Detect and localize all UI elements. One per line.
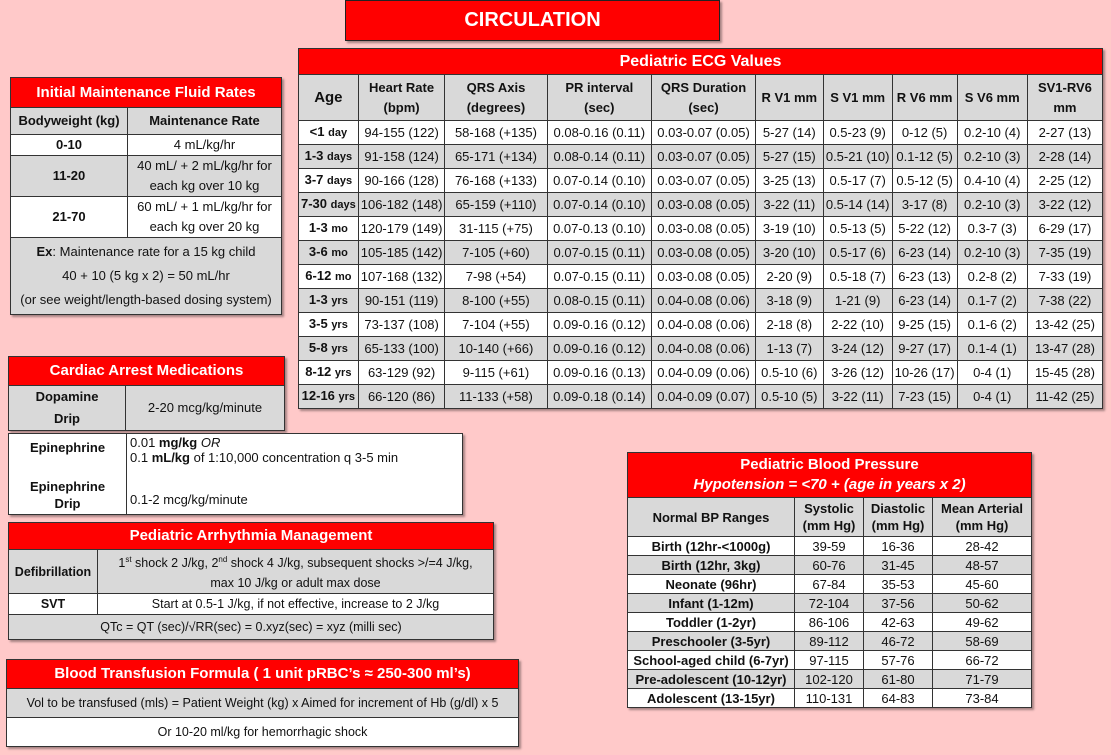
table-row (299, 217, 1103, 241)
mean-arterial-cell: 28-42 (933, 537, 1032, 556)
age-group-cell: Birth (12hr-<1000g) (628, 537, 795, 556)
value-cell: 0.07-0.13 (0.10) (547, 217, 652, 241)
diastolic-cell: 57-76 (864, 651, 933, 670)
transfusion-table-title: Blood Transfusion Formula ( 1 unit pRBC’s ≈ 250-300 ml’s) (7, 660, 519, 689)
value-cell: 0.5-17 (6) (823, 241, 892, 265)
page-title-banner (345, 0, 720, 41)
age-group-cell: Preschooler (3-5yr) (628, 632, 795, 651)
table-row (628, 594, 1032, 613)
table-row (11, 135, 282, 156)
age-group-cell: Neonate (96hr) (628, 575, 795, 594)
value-cell: 0.04-0.08 (0.06) (652, 313, 756, 337)
value-cell: 0.04-0.09 (0.06) (652, 361, 756, 385)
value-cell: 3-18 (9) (755, 289, 823, 313)
value-cell: 0.1-12 (5) (892, 145, 957, 169)
value-cell: 0.07-0.14 (0.10) (547, 169, 652, 193)
age-cell: 7-30 days (299, 193, 359, 217)
drug-dose: 2-20 mcg/kg/minute (126, 386, 285, 431)
table-row (299, 193, 1103, 217)
drug-name: Epinephrine (29, 440, 106, 455)
table-row (299, 265, 1103, 289)
systolic-cell: 67-84 (795, 575, 864, 594)
value-cell: 5-27 (14) (755, 121, 823, 145)
ecg-header-row (299, 75, 1103, 121)
value-cell: 0.07-0.15 (0.11) (547, 265, 652, 289)
col-header-qrs-axis: QRS Axis (degrees) (445, 75, 547, 121)
table-row (299, 169, 1103, 193)
table-row (628, 632, 1032, 651)
therapy-text: Start at 0.5-1 J/kg, if not effective, increase to 2 J/kg (98, 594, 494, 615)
value-cell: 2-18 (8) (755, 313, 823, 337)
mean-arterial-cell: 50-62 (933, 594, 1032, 613)
weight-cell: 0-10 (11, 135, 128, 156)
age-group-cell: Adolescent (13-15yr) (628, 689, 795, 708)
value-cell: 7-104 (+55) (445, 313, 547, 337)
table-row (299, 337, 1103, 361)
value-cell: 94-155 (122) (358, 121, 445, 145)
age-cell: 8-12 yrs (299, 361, 359, 385)
age-cell: 3-6 mo (299, 241, 359, 265)
example-label: Ex (36, 244, 53, 259)
value-cell: 65-133 (100) (358, 337, 445, 361)
rate-cell: 4 mL/kg/hr (128, 135, 282, 156)
value-cell: 9-27 (17) (892, 337, 957, 361)
systolic-cell: 86-106 (795, 613, 864, 632)
value-cell: 0.5-10 (6) (755, 361, 823, 385)
drug-name: Dopamine Drip (9, 386, 126, 431)
col-header-age: Age (299, 75, 359, 121)
value-cell: 7-98 (+54) (445, 265, 547, 289)
diastolic-cell: 42-63 (864, 613, 933, 632)
value-cell: 0.03-0.07 (0.05) (652, 169, 756, 193)
value-cell: 6-23 (14) (892, 241, 957, 265)
age-group-cell: Toddler (1-2yr) (628, 613, 795, 632)
hypotension-formula: Hypotension = <70 + (age in years x 2) (693, 476, 966, 493)
age-cell: 3-7 days (299, 169, 359, 193)
blood-transfusion-table (6, 659, 519, 747)
drug-name: Epinephrine Drip (29, 479, 106, 511)
rate-cell (128, 156, 282, 197)
value-cell: 73-137 (108) (358, 313, 445, 337)
value-cell: 0.1-4 (1) (957, 337, 1027, 361)
weight-cell: 11-20 (11, 156, 128, 197)
value-cell: 3-22 (12) (1027, 193, 1102, 217)
table-row (628, 689, 1032, 708)
systolic-cell: 72-104 (795, 594, 864, 613)
value-cell: 0.04-0.09 (0.07) (652, 385, 756, 409)
value-cell: 9-115 (+61) (445, 361, 547, 385)
table-row (628, 575, 1032, 594)
col-header-diastolic: Diastolic (mm Hg) (864, 498, 933, 537)
col-header-sv1-rv6: SV1-RV6 mm (1027, 75, 1102, 121)
col-header-pr-interval: PR interval (sec) (547, 75, 652, 121)
transfusion-alternative: Or 10-20 ml/kg for hemorrhagic shock (7, 718, 519, 747)
page-title: CIRCULATION (464, 9, 601, 31)
age-cell: 1-3 mo (299, 217, 359, 241)
mean-arterial-cell: 73-84 (933, 689, 1032, 708)
value-cell: 3-24 (12) (823, 337, 892, 361)
table-row (628, 651, 1032, 670)
value-cell: 2-25 (12) (1027, 169, 1102, 193)
value-cell: 0.09-0.18 (0.14) (547, 385, 652, 409)
systolic-cell: 89-112 (795, 632, 864, 651)
table-row (628, 670, 1032, 689)
value-cell: 3-19 (10) (755, 217, 823, 241)
table-row (628, 537, 1032, 556)
value-cell: 0.5-17 (7) (823, 169, 892, 193)
ecg-values-table (298, 48, 1103, 409)
value-cell: 3-17 (8) (892, 193, 957, 217)
value-cell: 7-35 (19) (1027, 241, 1102, 265)
value-cell: 0.3-7 (3) (957, 217, 1027, 241)
rate-line: 40 mL/ + 2 mL/kg/hr for (137, 158, 272, 173)
diastolic-cell: 46-72 (864, 632, 933, 651)
value-cell: 90-166 (128) (358, 169, 445, 193)
value-cell: 11-42 (25) (1027, 385, 1102, 409)
value-cell: 120-179 (149) (358, 217, 445, 241)
age-group-cell: Pre-adolescent (10-12yr) (628, 670, 795, 689)
value-cell: 5-22 (12) (892, 217, 957, 241)
value-cell: 0.07-0.15 (0.11) (547, 241, 652, 265)
col-header-s-v1: S V1 mm (823, 75, 892, 121)
example-text: : Maintenance rate for a 15 kg child (52, 244, 256, 259)
drug-name-column (9, 434, 127, 514)
value-cell: 0.2-8 (2) (957, 265, 1027, 289)
col-header-maintenance-rate: Maintenance Rate (128, 108, 282, 135)
value-cell: 0.03-0.07 (0.05) (652, 145, 756, 169)
mean-arterial-cell: 71-79 (933, 670, 1032, 689)
table-row (299, 241, 1103, 265)
value-cell: 0.03-0.08 (0.05) (652, 265, 756, 289)
value-cell: 0-4 (1) (957, 385, 1027, 409)
value-cell: 65-171 (+134) (445, 145, 547, 169)
col-header-s-v6: S V6 mm (957, 75, 1027, 121)
value-cell: 91-158 (124) (358, 145, 445, 169)
value-cell: 0.09-0.16 (0.12) (547, 313, 652, 337)
value-cell: 3-20 (10) (755, 241, 823, 265)
cardiac-arrest-medications-table (8, 356, 285, 431)
value-cell: 5-27 (15) (755, 145, 823, 169)
value-cell: 66-120 (86) (358, 385, 445, 409)
ecg-table-title: Pediatric ECG Values (299, 49, 1103, 75)
age-cell: 5-8 yrs (299, 337, 359, 361)
table-row (9, 386, 285, 431)
table-row (299, 145, 1103, 169)
therapy-label: Defibrillation (9, 550, 98, 594)
epinephrine-dose: 0.01 mg/kg OR 0.1 mL/kg of 1:10,000 concentration q 3-5 min (130, 435, 399, 465)
value-cell: 3-22 (11) (823, 385, 892, 409)
value-cell: 31-115 (+75) (445, 217, 547, 241)
age-group-cell: Infant (1-12m) (628, 594, 795, 613)
transfusion-formula: Vol to be transfused (mls) = Patient Weight (kg) x Aimed for increment of Hb (g/dl) x 5 (7, 689, 519, 718)
value-cell: 3-26 (12) (823, 361, 892, 385)
age-cell: 3-5 yrs (299, 313, 359, 337)
diastolic-cell: 35-53 (864, 575, 933, 594)
table-row (299, 361, 1103, 385)
table-row (11, 156, 282, 197)
col-header-heart-rate: Heart Rate (bpm) (358, 75, 445, 121)
value-cell: 6-23 (13) (892, 265, 957, 289)
value-cell: 1-21 (9) (823, 289, 892, 313)
example-note: (or see weight/length-based dosing system) (20, 292, 272, 307)
value-cell: 0.4-10 (4) (957, 169, 1027, 193)
value-cell: 0.2-10 (3) (957, 241, 1027, 265)
value-cell: 0.5-21 (10) (823, 145, 892, 169)
value-cell: 106-182 (148) (358, 193, 445, 217)
value-cell: 0.2-10 (3) (957, 193, 1027, 217)
value-cell: 13-47 (28) (1027, 337, 1102, 361)
value-cell: 9-25 (15) (892, 313, 957, 337)
table-row (9, 615, 494, 640)
diastolic-cell: 31-45 (864, 556, 933, 575)
value-cell: 8-100 (+55) (445, 289, 547, 313)
age-cell: 1-3 days (299, 145, 359, 169)
value-cell: 2-28 (14) (1027, 145, 1102, 169)
value-cell: 0.03-0.08 (0.05) (652, 217, 756, 241)
arrhythmia-management-table (8, 522, 494, 640)
value-cell: 13-42 (25) (1027, 313, 1102, 337)
maintenance-fluid-table (10, 77, 282, 315)
value-cell: 7-105 (+60) (445, 241, 547, 265)
rate-line: each kg over 10 kg (149, 178, 260, 193)
age-group-cell: School-aged child (6-7yr) (628, 651, 795, 670)
value-cell: 0.5-13 (5) (823, 217, 892, 241)
value-cell: 0-12 (5) (892, 121, 957, 145)
col-header-qrs-duration: QRS Duration (sec) (652, 75, 756, 121)
value-cell: 65-159 (+110) (445, 193, 547, 217)
value-cell: 2-20 (9) (755, 265, 823, 289)
systolic-cell: 110-131 (795, 689, 864, 708)
cardiac-table-title: Cardiac Arrest Medications (9, 357, 285, 386)
col-header-mean-arterial: Mean Arterial (mm Hg) (933, 498, 1032, 537)
value-cell: 0.2-10 (4) (957, 121, 1027, 145)
col-header-bp-range: Normal BP Ranges (628, 498, 795, 537)
age-cell: 1-3 yrs (299, 289, 359, 313)
value-cell: 0.08-0.16 (0.11) (547, 121, 652, 145)
table-row (299, 313, 1103, 337)
value-cell: 0.09-0.16 (0.12) (547, 337, 652, 361)
value-cell: 58-168 (+135) (445, 121, 547, 145)
value-cell: 0.03-0.07 (0.05) (652, 121, 756, 145)
col-header-r-v6: R V6 mm (892, 75, 957, 121)
value-cell: 2-27 (13) (1027, 121, 1102, 145)
table-row (299, 121, 1103, 145)
col-header-systolic: Systolic (mm Hg) (795, 498, 864, 537)
value-cell: 63-129 (92) (358, 361, 445, 385)
value-cell: 0-4 (1) (957, 361, 1027, 385)
mean-arterial-cell: 45-60 (933, 575, 1032, 594)
systolic-cell: 39-59 (795, 537, 864, 556)
age-cell: <1 day (299, 121, 359, 145)
mean-arterial-cell: 49-62 (933, 613, 1032, 632)
table-row (299, 385, 1103, 409)
arrhythmia-table-title: Pediatric Arrhythmia Management (9, 523, 494, 550)
table-row (11, 197, 282, 238)
value-cell: 0.5-12 (5) (892, 169, 957, 193)
value-cell: 7-23 (15) (892, 385, 957, 409)
value-cell: 3-22 (11) (755, 193, 823, 217)
mean-arterial-cell: 48-57 (933, 556, 1032, 575)
value-cell: 7-38 (22) (1027, 289, 1102, 313)
value-cell: 6-23 (14) (892, 289, 957, 313)
value-cell: 15-45 (28) (1027, 361, 1102, 385)
value-cell: 0.5-23 (9) (823, 121, 892, 145)
value-cell: 0.08-0.15 (0.11) (547, 289, 652, 313)
value-cell: 0.08-0.14 (0.11) (547, 145, 652, 169)
age-cell: 12-16 yrs (299, 385, 359, 409)
value-cell: 0.5-10 (5) (755, 385, 823, 409)
table-row (628, 613, 1032, 632)
age-cell: 6-12 mo (299, 265, 359, 289)
example-calculation: 40 + 10 (5 kg x 2) = 50 mL/hr (62, 268, 230, 283)
therapy-text: 1st shock 2 J/kg, 2nd shock 4 J/kg, subsequent shocks >/=4 J/kg, max 10 J/kg or adult max dose (98, 550, 494, 594)
diastolic-cell: 61-80 (864, 670, 933, 689)
value-cell: 0.09-0.16 (0.13) (547, 361, 652, 385)
value-cell: 76-168 (+133) (445, 169, 547, 193)
col-header-r-v1: R V1 mm (755, 75, 823, 121)
bp-title: Pediatric Blood Pressure (740, 456, 919, 473)
value-cell: 105-185 (142) (358, 241, 445, 265)
systolic-cell: 60-76 (795, 556, 864, 575)
value-cell: 1-13 (7) (755, 337, 823, 361)
value-cell: 11-133 (+58) (445, 385, 547, 409)
rate-cell (128, 197, 282, 238)
example-cell (11, 238, 282, 315)
value-cell: 0.03-0.08 (0.05) (652, 193, 756, 217)
therapy-label: SVT (9, 594, 98, 615)
example-row (11, 238, 282, 315)
bp-table-title (628, 453, 1032, 498)
rate-line: 60 mL/ + 1 mL/kg/hr for (137, 199, 272, 214)
systolic-cell: 97-115 (795, 651, 864, 670)
value-cell: 0.04-0.08 (0.06) (652, 289, 756, 313)
value-cell: 0.2-10 (3) (957, 145, 1027, 169)
value-cell: 0.5-18 (7) (823, 265, 892, 289)
value-cell: 0.1-7 (2) (957, 289, 1027, 313)
value-cell: 90-151 (119) (358, 289, 445, 313)
table-row (299, 289, 1103, 313)
age-group-cell: Birth (12hr, 3kg) (628, 556, 795, 575)
value-cell: 6-29 (17) (1027, 217, 1102, 241)
epinephrine-dosing-block (8, 433, 463, 515)
value-cell: 3-25 (13) (755, 169, 823, 193)
value-cell: 10-26 (17) (892, 361, 957, 385)
value-cell: 0.1-6 (2) (957, 313, 1027, 337)
blood-pressure-table (627, 452, 1032, 708)
diastolic-cell: 37-56 (864, 594, 933, 613)
epinephrine-drip-dose: 0.1-2 mcg/kg/minute (130, 492, 248, 507)
value-cell: 0.5-14 (14) (823, 193, 892, 217)
table-row (628, 556, 1032, 575)
table-row (9, 550, 494, 594)
value-cell: 0.04-0.08 (0.06) (652, 337, 756, 361)
col-header-bodyweight: Bodyweight (kg) (11, 108, 128, 135)
value-cell: 0.07-0.14 (0.10) (547, 193, 652, 217)
qtc-formula: QTc = QT (sec)/√RR(sec) = 0.xyz(sec) = xyz (milli sec) (9, 615, 494, 640)
value-cell: 107-168 (132) (358, 265, 445, 289)
mean-arterial-cell: 66-72 (933, 651, 1032, 670)
diastolic-cell: 64-83 (864, 689, 933, 708)
value-cell: 0.03-0.08 (0.05) (652, 241, 756, 265)
fluid-table-title: Initial Maintenance Fluid Rates (11, 78, 282, 108)
value-cell: 10-140 (+66) (445, 337, 547, 361)
value-cell: 7-33 (19) (1027, 265, 1102, 289)
weight-cell: 21-70 (11, 197, 128, 238)
rate-line: each kg over 20 kg (149, 219, 260, 234)
diastolic-cell: 16-36 (864, 537, 933, 556)
systolic-cell: 102-120 (795, 670, 864, 689)
table-row (9, 594, 494, 615)
value-cell: 2-22 (10) (823, 313, 892, 337)
mean-arterial-cell: 58-69 (933, 632, 1032, 651)
